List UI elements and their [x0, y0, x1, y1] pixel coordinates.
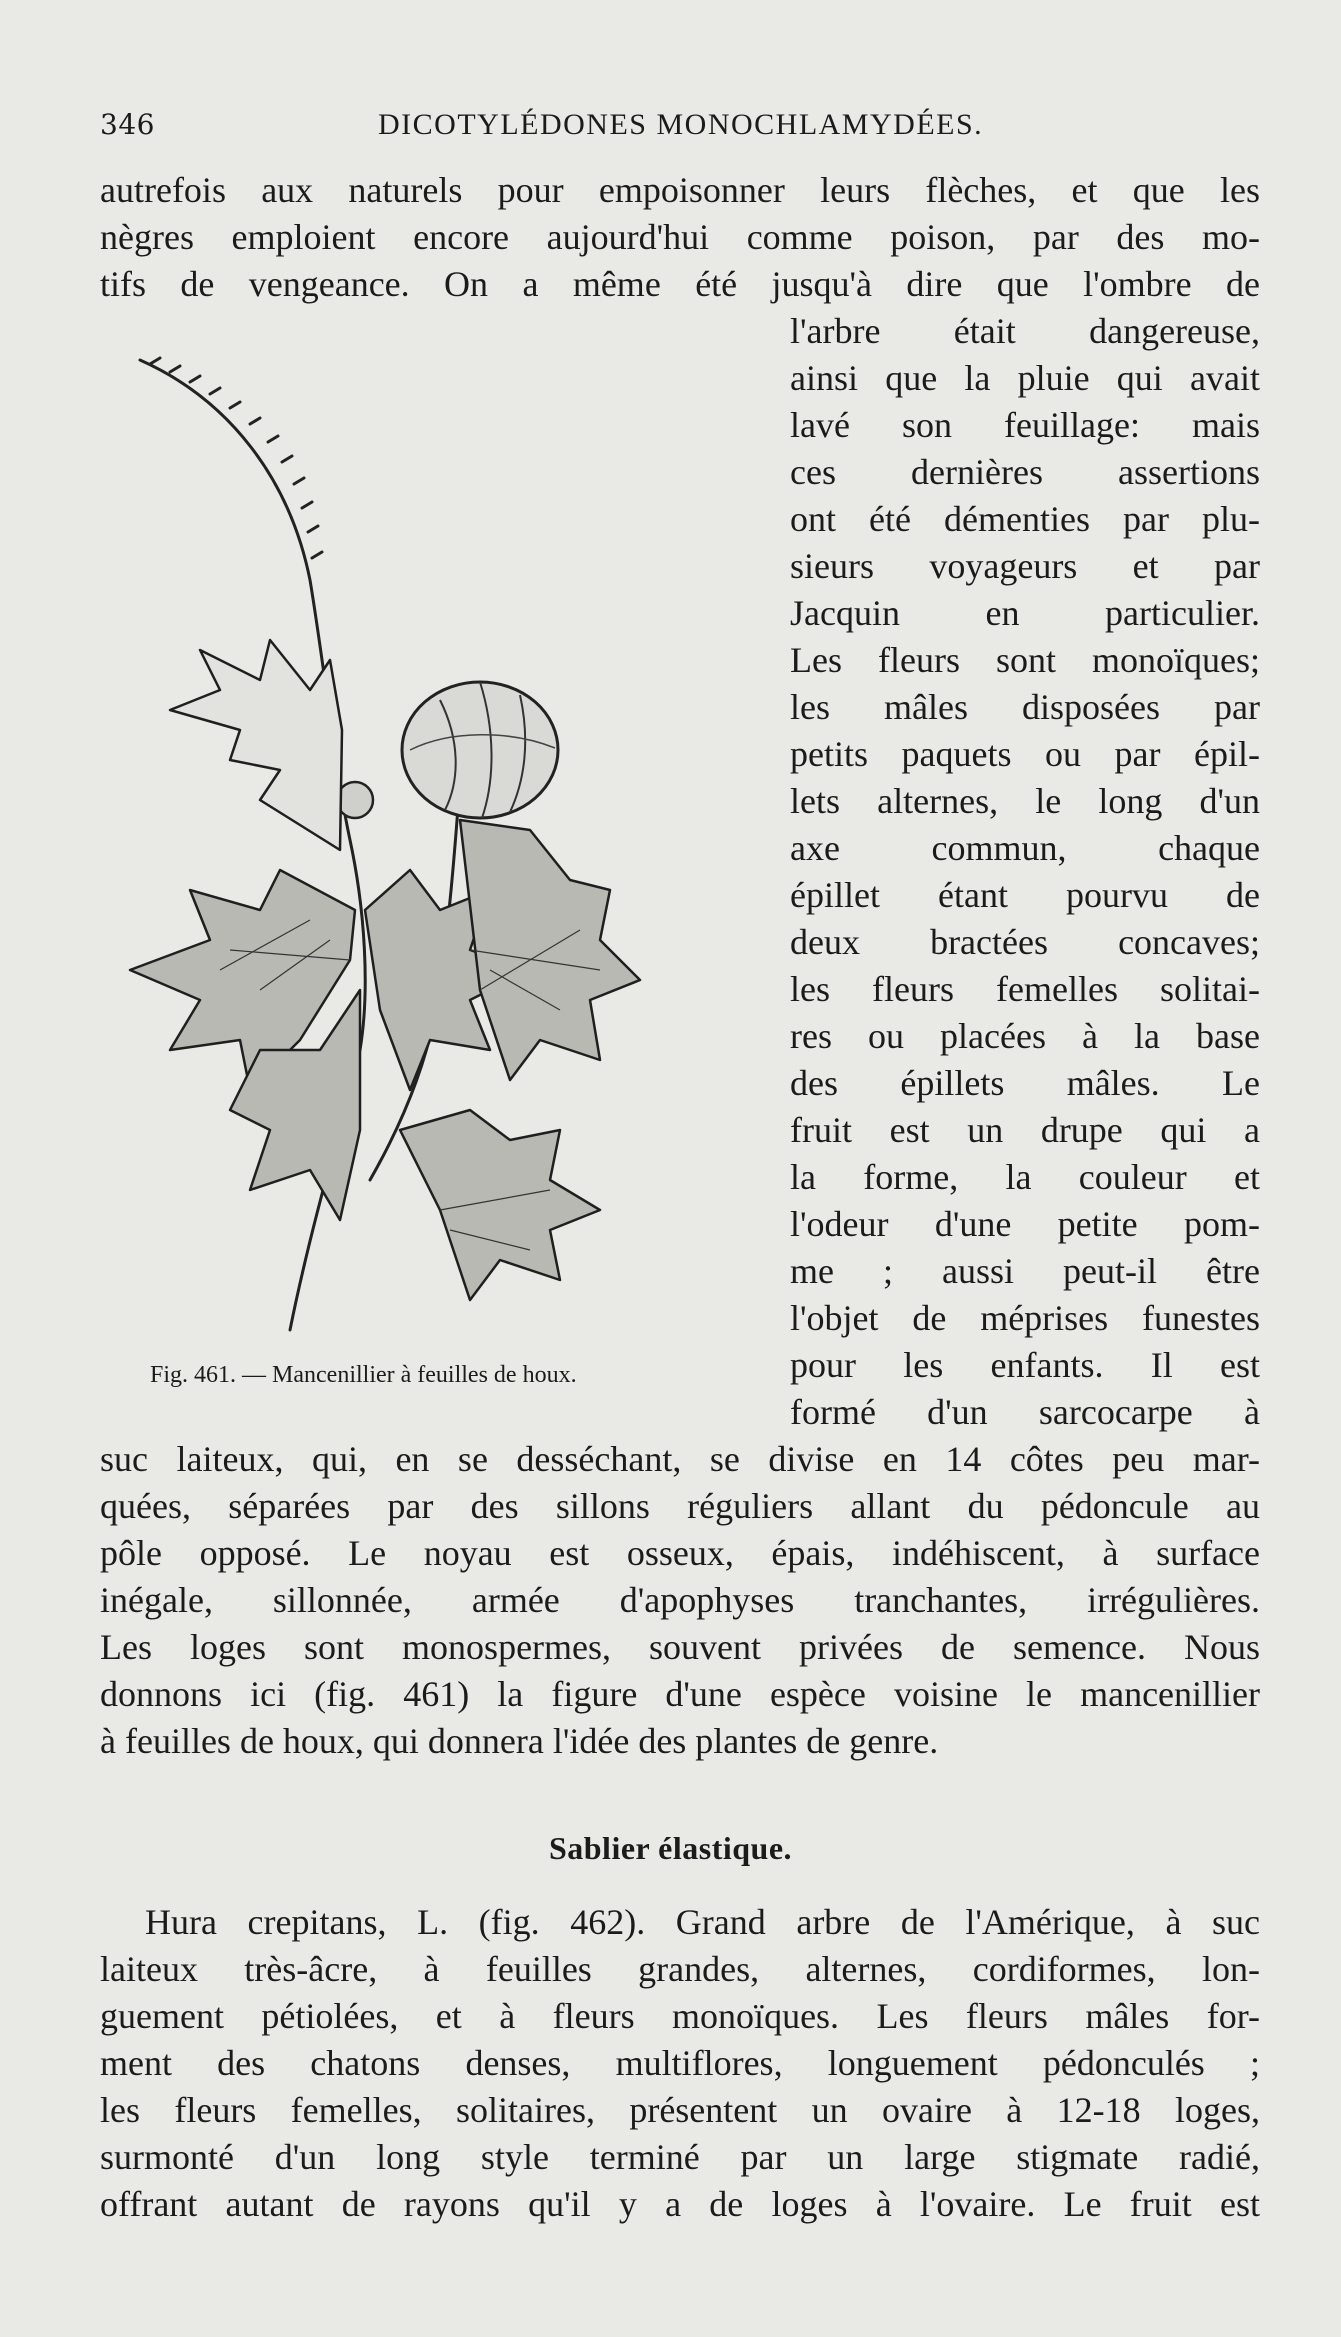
- text-line: les fleurs femelles, solitaires, présentent un ovaire à 12-18 loges,: [100, 2090, 1260, 2130]
- text-line: ont été démenties par plu-: [790, 499, 1260, 539]
- holly-leaf-manchineel-drawing: [110, 350, 730, 1340]
- text-line: pour les enfants. Il est: [790, 1345, 1260, 1385]
- text-line: suc laiteux, qui, en se desséchant, se divise en 14 côtes peu mar-: [100, 1439, 1260, 1479]
- text-line: tifs de vengeance. On a même été jusqu'à dire que l'ombre de: [100, 264, 1260, 304]
- text-line: ainsi que la pluie qui avait: [790, 358, 1260, 398]
- text-line: donnons ici (fig. 461) la figure d'une espèce voisine le mancenillier: [100, 1674, 1260, 1714]
- text-line: ces dernières assertions: [790, 452, 1260, 492]
- text-line: inégale, sillonnée, armée d'apophyses tranchantes, irrégulières.: [100, 1580, 1260, 1620]
- text-line: axe commun, chaque: [790, 828, 1260, 868]
- text-line: me ; aussi peut-il être: [790, 1251, 1260, 1291]
- text-line: laiteux très-âcre, à feuilles grandes, alternes, cordiformes, lon-: [100, 1949, 1260, 1989]
- text-line: petits paquets ou par épil-: [790, 734, 1260, 774]
- running-head: DICOTYLÉDONES MONOCHLAMYDÉES.: [378, 108, 984, 141]
- text-line: lavé son feuillage: mais: [790, 405, 1260, 445]
- text-line: surmonté d'un long style terminé par un large stigmate radié,: [100, 2137, 1260, 2177]
- text-line: guement pétiolées, et à fleurs monoïques. Les fleurs mâles for-: [100, 1996, 1260, 2036]
- text-line: Hura crepitans, L. (fig. 462). Grand arbre de l'Amérique, à suc: [145, 1902, 1260, 1942]
- text-line: quées, séparées par des sillons réguliers allant du pédoncule au: [100, 1486, 1260, 1526]
- text-line: nègres emploient encore aujourd'hui comme poison, par des mo-: [100, 217, 1260, 257]
- text-line: lets alternes, le long d'un: [790, 781, 1260, 821]
- text-line: sieurs voyageurs et par: [790, 546, 1260, 586]
- leaf-lower-right: [400, 1110, 600, 1300]
- fruit: [402, 682, 558, 818]
- section-title: Sablier élastique.: [548, 1830, 793, 1866]
- text-line: fruit est un drupe qui a: [790, 1110, 1260, 1150]
- text-line: offrant autant de rayons qu'il y a de loges à l'ovaire. Le fruit est: [100, 2184, 1260, 2224]
- text-line: pôle opposé. Le noyau est osseux, épais, indéhiscent, à surface: [100, 1533, 1260, 1573]
- text-line: ment des chatons denses, multiflores, longuement pédonculés ;: [100, 2043, 1260, 2083]
- text-line: Les fleurs sont monoïques;: [790, 640, 1260, 680]
- plant-illustration: [110, 350, 730, 1340]
- text-line: l'arbre était dangereuse,: [790, 311, 1260, 351]
- text-line: Les loges sont monospermes, souvent privées de semence. Nous: [100, 1627, 1260, 1667]
- flower-bud: [337, 782, 373, 818]
- text-line: des épillets mâles. Le: [790, 1063, 1260, 1103]
- text-line: les fleurs femelles solitai-: [790, 969, 1260, 1009]
- text-line: la forme, la couleur et: [790, 1157, 1260, 1197]
- text-line: Jacquin en particulier.: [790, 593, 1260, 633]
- text-line: l'odeur d'une petite pom-: [790, 1204, 1260, 1244]
- text-line: les mâles disposées par: [790, 687, 1260, 727]
- figure-caption: Fig. 461. — Mancenillier à feuilles de houx.: [150, 1362, 577, 1388]
- text-line: l'objet de méprises funestes: [790, 1298, 1260, 1338]
- leaf-upper-outline: [170, 640, 342, 850]
- text-line: deux bractées concaves;: [790, 922, 1260, 962]
- page-number: 346: [100, 108, 155, 141]
- text-line: res ou placées à la base: [790, 1016, 1260, 1056]
- text-line: épillet étant pourvu de: [790, 875, 1260, 915]
- text-line: à feuilles de houx, qui donnera l'idée des plantes de genre.: [100, 1721, 939, 1761]
- text-line: formé d'un sarcocarpe à: [790, 1392, 1260, 1432]
- text-line: autrefois aux naturels pour empoisonner leurs flèches, et que les: [100, 170, 1260, 210]
